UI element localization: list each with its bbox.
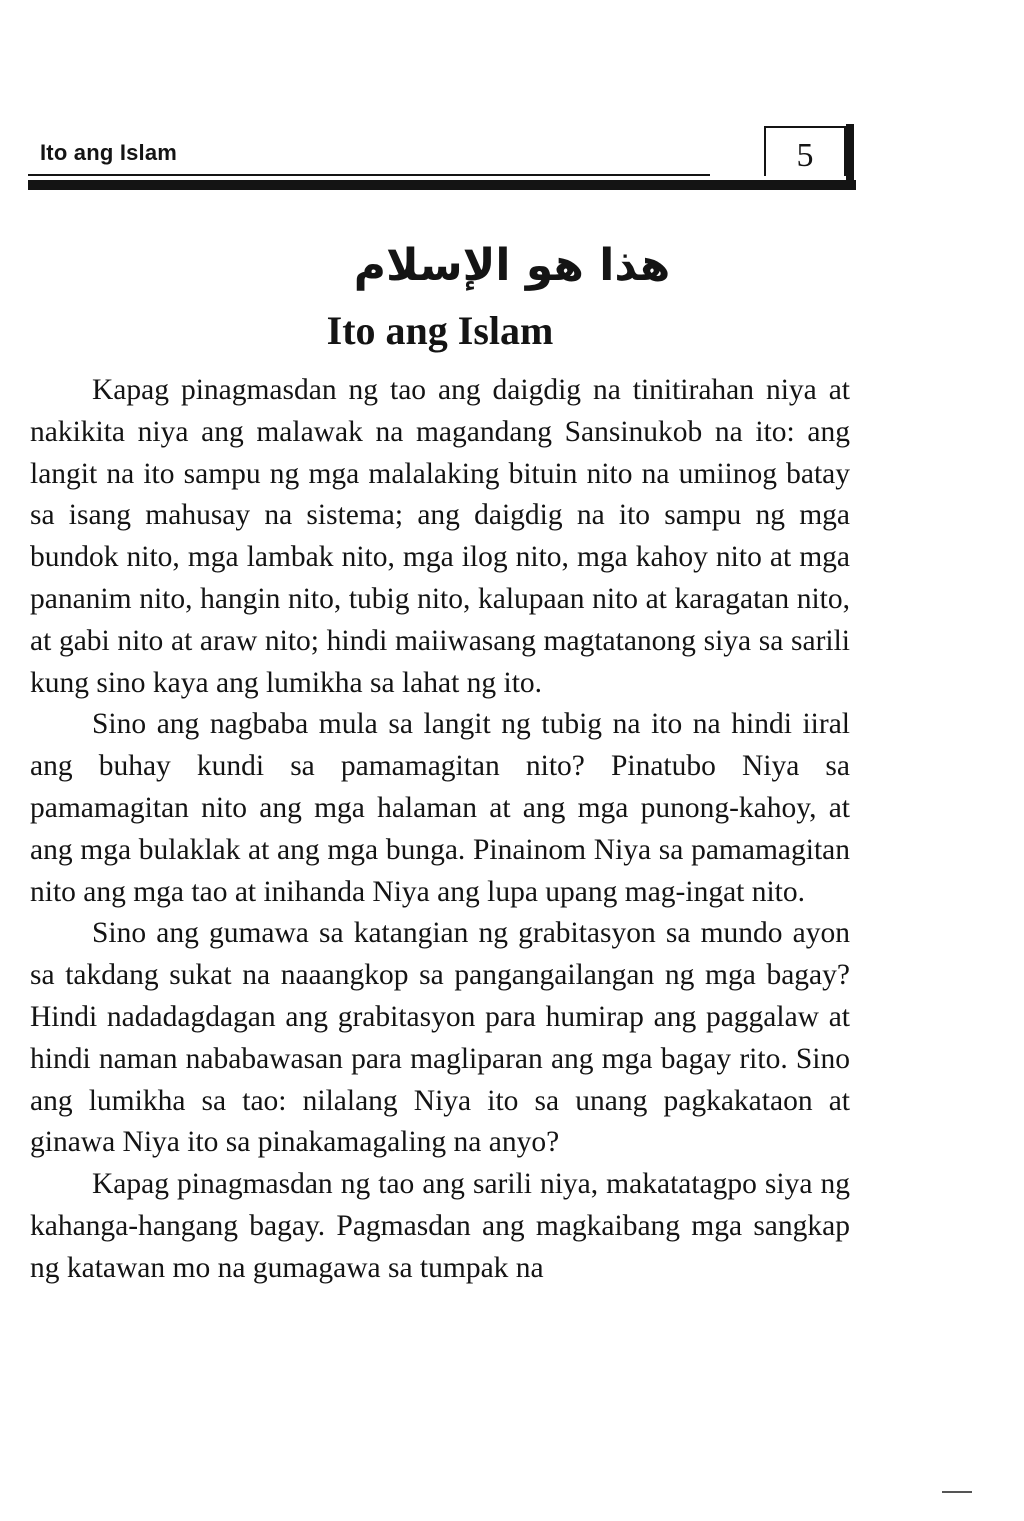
corner-mark — [942, 1491, 972, 1493]
paragraph: Sino ang gumawa sa katangian ng grabitasyon sa mundo ayon sa takdang sukat na naaangkop sa pangangailangan ng mga bagay? Hindi nadadagdagan ang grabitasyon para humirap ang paggalaw at hindi naman nababawasan para magliparan ang mga bagay rito. Sino ang lumikha sa tao: nilalang Niya ito sa unang pagkakataon at ginawa Niya ito sa pinakamagaling na anyo? — [30, 917, 850, 1159]
page-number: 5 — [796, 137, 814, 174]
body-text — [30, 370, 850, 1290]
paragraph: Kapag pinagmasdan ng tao ang sarili niya, makatatagpo siya ng kahanga-hangang bagay. Pagmasdan ang magkaibang mga sangkap ng katawan mo na gumagawa sa tumpak na — [30, 1168, 850, 1284]
paragraph: Sino ang nagbaba mula sa langit ng tubig na ito na hindi iiral ang buhay kundi sa pamamagitan nito? Pinatubo Niya sa pamamagitan nito ang mga halaman at ang mga punong-kahoy, at ang mga bulaklak at ang mga bunga. Pinainom Niya sa pamamagitan nito ang mga tao at inihanda Niya ang lupa upang mag-ingat nito. — [30, 708, 850, 908]
page-number-box — [764, 126, 846, 176]
running-title: Ito ang Islam — [40, 140, 178, 165]
header-rule-thin — [28, 174, 710, 176]
page-number-box-shadow — [846, 124, 854, 180]
arabic-title: هذا هو الإسلام — [353, 240, 671, 291]
page-title: Ito ang Islam — [326, 308, 554, 353]
running-header — [28, 118, 856, 194]
header-rule-thick — [28, 180, 856, 190]
paragraph: Kapag pinagmasdan ng tao ang daigdig na tinitirahan niya at nakikita niya ang malawak na magandang Sansinukob na ito: ang langit na ito sampu ng mga malalaking bituin nito na umiinog batay sa isang mahusay na sistema; ang daigdig na ito sampu ng mga bundok nito, mga lambak nito, mga ilog nito, mga kahoy nito at mga pananim nito, hangin nito, tubig nito, kalupaan nito at karagatan nito, at gabi nito at araw nito; hindi maiiwasang magtatanong siya sa sarili kung sino kaya ang lumikha sa lahat ng ito. — [30, 374, 850, 699]
